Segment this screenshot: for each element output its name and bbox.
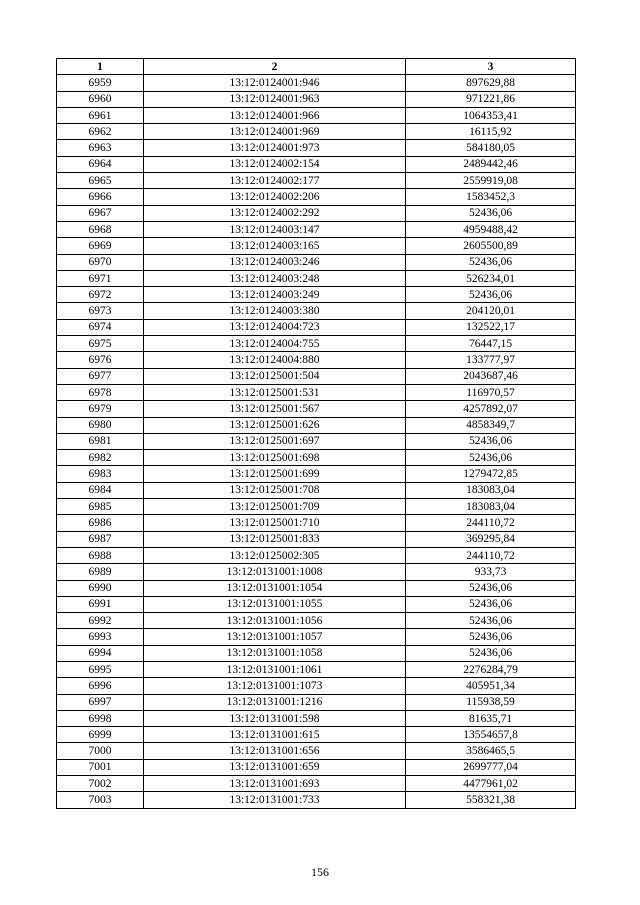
row-number-cell: 6996 — [57, 678, 144, 694]
table-row — [57, 776, 576, 792]
cadastral-number-cell: 13:12:0124002:177 — [144, 173, 406, 189]
row-number-cell: 6976 — [57, 352, 144, 368]
table-row — [57, 221, 576, 237]
cadastral-value-cell: 52436,06 — [406, 613, 576, 629]
table-row — [57, 319, 576, 335]
cadastral-number-cell: 13:12:0124004:880 — [144, 352, 406, 368]
row-number-cell: 6970 — [57, 254, 144, 270]
row-number-cell: 6981 — [57, 433, 144, 449]
row-number-cell: 6960 — [57, 91, 144, 107]
table-row — [57, 336, 576, 352]
table-row — [57, 759, 576, 775]
table-row — [57, 596, 576, 612]
cadastral-number-cell: 13:12:0131001:656 — [144, 743, 406, 759]
row-number-cell: 6967 — [57, 205, 144, 221]
cadastral-value-cell: 52436,06 — [406, 629, 576, 645]
table-row — [57, 482, 576, 498]
cadastral-value-cell: 2559919,08 — [406, 173, 576, 189]
cadastral-value-cell: 1064353,41 — [406, 107, 576, 123]
row-number-cell: 6975 — [57, 336, 144, 352]
cadastral-value-cell: 526234,01 — [406, 270, 576, 286]
cadastral-value-cell: 52436,06 — [406, 645, 576, 661]
row-number-cell: 6979 — [57, 401, 144, 417]
table-row — [57, 580, 576, 596]
row-number-cell: 6988 — [57, 547, 144, 563]
cadastral-value-cell: 1583452,3 — [406, 189, 576, 205]
row-number-cell: 7003 — [57, 792, 144, 808]
cadastral-number-cell: 13:12:0131001:733 — [144, 792, 406, 808]
table-row — [57, 238, 576, 254]
cadastral-value-cell: 52436,06 — [406, 433, 576, 449]
cadastral-value-cell: 971221,86 — [406, 91, 576, 107]
cadastral-number-cell: 13:12:0125001:697 — [144, 433, 406, 449]
cadastral-number-cell: 13:12:0124003:248 — [144, 270, 406, 286]
column-header-cadastral-number: 2 — [144, 59, 406, 75]
cadastral-number-cell: 13:12:0124003:147 — [144, 221, 406, 237]
table-row — [57, 303, 576, 319]
row-number-cell: 6989 — [57, 564, 144, 580]
table-row — [57, 450, 576, 466]
cadastral-value-cell: 584180,05 — [406, 140, 576, 156]
table-row — [57, 466, 576, 482]
cadastral-number-cell: 13:12:0125001:531 — [144, 384, 406, 400]
table-row — [57, 710, 576, 726]
row-number-cell: 6998 — [57, 710, 144, 726]
cadastral-value-cell: 52436,06 — [406, 254, 576, 270]
table-row — [57, 433, 576, 449]
row-number-cell: 6973 — [57, 303, 144, 319]
cadastral-number-cell: 13:12:0125001:708 — [144, 482, 406, 498]
cadastral-value-cell: 2489442,46 — [406, 156, 576, 172]
table-row — [57, 678, 576, 694]
cadastral-value-cell: 13554657,8 — [406, 727, 576, 743]
row-number-cell: 6983 — [57, 466, 144, 482]
table-row — [57, 661, 576, 677]
cadastral-value-cell: 52436,06 — [406, 596, 576, 612]
table-row — [57, 613, 576, 629]
cadastral-value-table — [56, 58, 576, 809]
row-number-cell: 6977 — [57, 368, 144, 384]
table-row — [57, 531, 576, 547]
cadastral-value-cell: 2043687,46 — [406, 368, 576, 384]
table-row — [57, 564, 576, 580]
cadastral-value-cell: 133777,97 — [406, 352, 576, 368]
table-header — [57, 59, 576, 75]
table-row — [57, 173, 576, 189]
row-number-cell: 6964 — [57, 156, 144, 172]
row-number-cell: 6965 — [57, 173, 144, 189]
cadastral-number-cell: 13:12:0131001:1073 — [144, 678, 406, 694]
row-number-cell: 6959 — [57, 75, 144, 91]
cadastral-number-cell: 13:12:0131001:1216 — [144, 694, 406, 710]
cadastral-number-cell: 13:12:0131001:659 — [144, 759, 406, 775]
row-number-cell: 6978 — [57, 384, 144, 400]
table-row — [57, 368, 576, 384]
cadastral-value-cell: 369295,84 — [406, 531, 576, 547]
table-row — [57, 156, 576, 172]
cadastral-number-cell: 13:12:0124002:292 — [144, 205, 406, 221]
cadastral-number-cell: 13:12:0124003:246 — [144, 254, 406, 270]
row-number-cell: 6968 — [57, 221, 144, 237]
cadastral-number-cell: 13:12:0124001:973 — [144, 140, 406, 156]
row-number-cell: 6980 — [57, 417, 144, 433]
cadastral-number-cell: 13:12:0131001:615 — [144, 727, 406, 743]
row-number-cell: 7002 — [57, 776, 144, 792]
row-number-cell: 7001 — [57, 759, 144, 775]
row-number-cell: 6962 — [57, 124, 144, 140]
table-row — [57, 140, 576, 156]
table-row — [57, 547, 576, 563]
row-number-cell: 6971 — [57, 270, 144, 286]
cadastral-number-cell: 13:12:0131001:1008 — [144, 564, 406, 580]
cadastral-number-cell: 13:12:0125001:833 — [144, 531, 406, 547]
cadastral-number-cell: 13:12:0131001:1061 — [144, 661, 406, 677]
table-row — [57, 499, 576, 515]
cadastral-value-cell: 2699777,04 — [406, 759, 576, 775]
cadastral-value-cell: 76447,15 — [406, 336, 576, 352]
row-number-cell: 6992 — [57, 613, 144, 629]
table-row — [57, 287, 576, 303]
row-number-cell: 6972 — [57, 287, 144, 303]
cadastral-value-cell: 52436,06 — [406, 205, 576, 221]
cadastral-value-cell: 116970,57 — [406, 384, 576, 400]
row-number-cell: 6982 — [57, 450, 144, 466]
cadastral-value-cell: 933,73 — [406, 564, 576, 580]
cadastral-value-cell: 183083,04 — [406, 482, 576, 498]
table-row — [57, 727, 576, 743]
cadastral-number-cell: 13:12:0124001:969 — [144, 124, 406, 140]
cadastral-number-cell: 13:12:0131001:598 — [144, 710, 406, 726]
cadastral-number-cell: 13:12:0125001:710 — [144, 515, 406, 531]
table-row — [57, 645, 576, 661]
cadastral-number-cell: 13:12:0125001:699 — [144, 466, 406, 482]
cadastral-value-cell: 16115,92 — [406, 124, 576, 140]
cadastral-number-cell: 13:12:0125002:305 — [144, 547, 406, 563]
row-number-cell: 6986 — [57, 515, 144, 531]
cadastral-number-cell: 13:12:0125001:504 — [144, 368, 406, 384]
cadastral-value-cell: 183083,04 — [406, 499, 576, 515]
cadastral-value-cell: 115938,59 — [406, 694, 576, 710]
cadastral-number-cell: 13:12:0124002:154 — [144, 156, 406, 172]
cadastral-value-cell: 2605500,89 — [406, 238, 576, 254]
cadastral-value-cell: 52436,06 — [406, 580, 576, 596]
cadastral-value-cell: 558321,38 — [406, 792, 576, 808]
cadastral-number-cell: 13:12:0131001:1056 — [144, 613, 406, 629]
row-number-cell: 6994 — [57, 645, 144, 661]
cadastral-number-cell: 13:12:0125001:567 — [144, 401, 406, 417]
cadastral-value-cell: 81635,71 — [406, 710, 576, 726]
row-number-cell: 6999 — [57, 727, 144, 743]
table-row — [57, 384, 576, 400]
cadastral-value-cell: 244110,72 — [406, 515, 576, 531]
cadastral-value-cell: 4477961,02 — [406, 776, 576, 792]
table-row — [57, 792, 576, 808]
cadastral-number-cell: 13:12:0124001:946 — [144, 75, 406, 91]
table-row — [57, 352, 576, 368]
table-row — [57, 91, 576, 107]
row-number-cell: 6993 — [57, 629, 144, 645]
page-number: 156 — [311, 865, 329, 879]
row-number-cell: 6969 — [57, 238, 144, 254]
row-number-cell: 6984 — [57, 482, 144, 498]
table-row — [57, 694, 576, 710]
table-row — [57, 189, 576, 205]
row-number-cell: 6974 — [57, 319, 144, 335]
cadastral-number-cell: 13:12:0131001:1058 — [144, 645, 406, 661]
cadastral-number-cell: 13:12:0124004:723 — [144, 319, 406, 335]
cadastral-number-cell: 13:12:0131001:1054 — [144, 580, 406, 596]
cadastral-number-cell: 13:12:0124001:963 — [144, 91, 406, 107]
cadastral-number-cell: 13:12:0124002:206 — [144, 189, 406, 205]
row-number-cell: 6990 — [57, 580, 144, 596]
cadastral-value-cell: 244110,72 — [406, 547, 576, 563]
row-number-cell: 6987 — [57, 531, 144, 547]
cadastral-number-cell: 13:12:0124004:755 — [144, 336, 406, 352]
table-row — [57, 270, 576, 286]
cadastral-number-cell: 13:12:0131001:1057 — [144, 629, 406, 645]
cadastral-number-cell: 13:12:0131001:1055 — [144, 596, 406, 612]
table-row — [57, 75, 576, 91]
cadastral-number-cell: 13:12:0125001:698 — [144, 450, 406, 466]
table-row — [57, 629, 576, 645]
cadastral-value-cell: 1279472,85 — [406, 466, 576, 482]
cadastral-number-cell: 13:12:0124001:966 — [144, 107, 406, 123]
cadastral-value-cell: 4858349,7 — [406, 417, 576, 433]
cadastral-number-cell: 13:12:0131001:693 — [144, 776, 406, 792]
table-row — [57, 205, 576, 221]
row-number-cell: 6966 — [57, 189, 144, 205]
table-row — [57, 743, 576, 759]
cadastral-value-cell: 4257892,07 — [406, 401, 576, 417]
cadastral-value-cell: 204120,01 — [406, 303, 576, 319]
row-number-cell: 6963 — [57, 140, 144, 156]
cadastral-value-cell: 52436,06 — [406, 287, 576, 303]
row-number-cell: 6991 — [57, 596, 144, 612]
cadastral-value-cell: 132522,17 — [406, 319, 576, 335]
cadastral-number-cell: 13:12:0125001:626 — [144, 417, 406, 433]
cadastral-value-cell: 4959488,42 — [406, 221, 576, 237]
row-number-cell: 6997 — [57, 694, 144, 710]
cadastral-number-cell: 13:12:0124003:249 — [144, 287, 406, 303]
cadastral-value-cell: 405951,34 — [406, 678, 576, 694]
row-number-cell: 6985 — [57, 499, 144, 515]
table-row — [57, 515, 576, 531]
cadastral-number-cell: 13:12:0124003:165 — [144, 238, 406, 254]
cadastral-number-cell: 13:12:0124003:380 — [144, 303, 406, 319]
cadastral-value-cell: 897629,88 — [406, 75, 576, 91]
table-row — [57, 124, 576, 140]
table-row — [57, 417, 576, 433]
cadastral-value-cell: 3586465,5 — [406, 743, 576, 759]
row-number-cell: 6995 — [57, 661, 144, 677]
cadastral-number-cell: 13:12:0125001:709 — [144, 499, 406, 515]
table-row — [57, 107, 576, 123]
row-number-cell: 6961 — [57, 107, 144, 123]
table-row — [57, 254, 576, 270]
column-header-number: 1 — [57, 59, 144, 75]
header-row — [57, 59, 576, 75]
table-row — [57, 401, 576, 417]
cadastral-value-cell: 52436,06 — [406, 450, 576, 466]
column-header-value: 3 — [406, 59, 576, 75]
table-body — [57, 75, 576, 808]
row-number-cell: 7000 — [57, 743, 144, 759]
cadastral-value-cell: 2276284,79 — [406, 661, 576, 677]
